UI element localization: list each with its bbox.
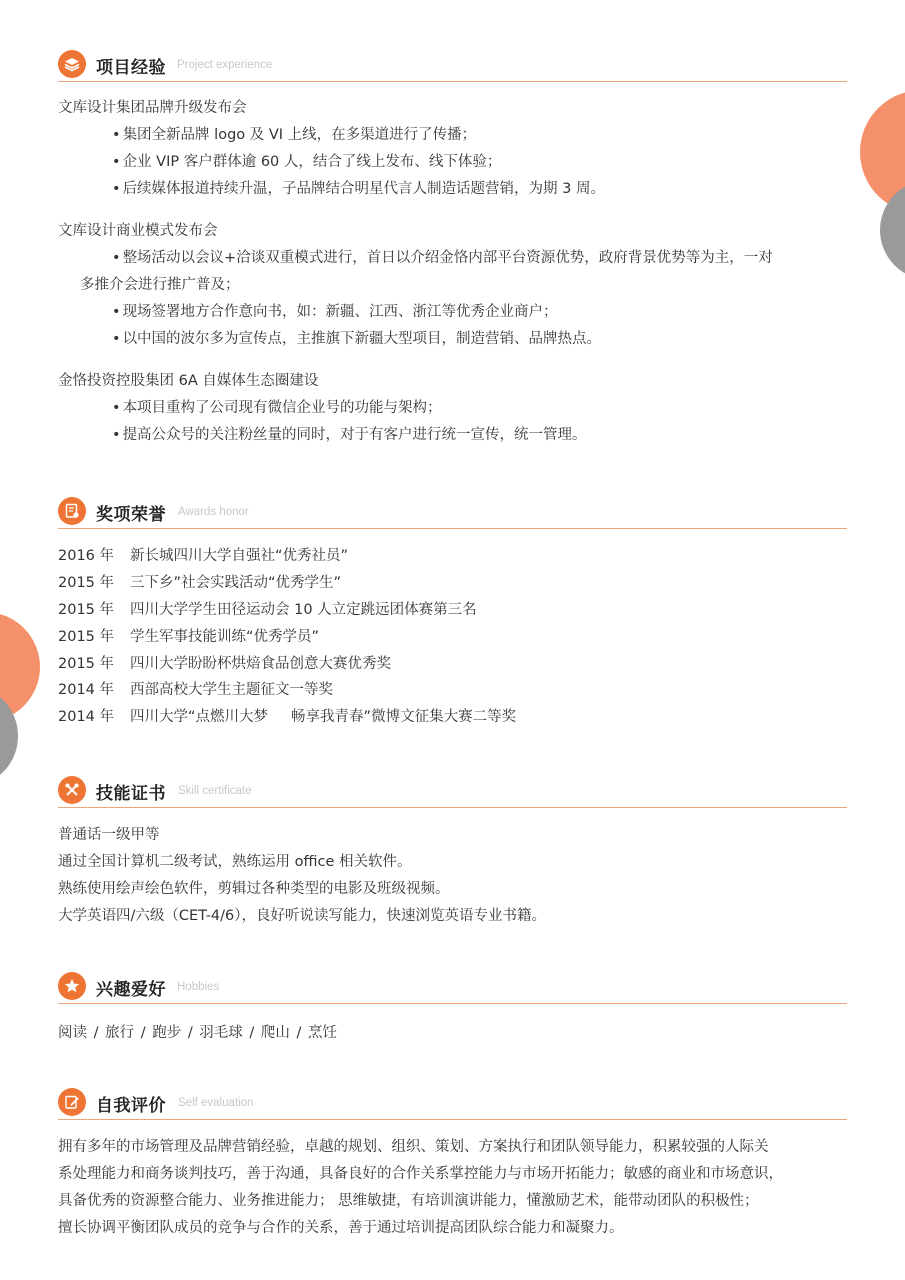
tools-icon	[58, 776, 86, 804]
award-text: 四川大学学生田径运动会 10 人立定跳远团体赛第三名	[130, 602, 477, 618]
award-text: 三下乡”社会实践活动“优秀学生”	[130, 575, 342, 591]
self-evaluation-line: 具备优秀的资源整合能力、业务推进能力； 思维敏捷，有培训演讲能力，懂激励艺术，能带动团队的积极性；	[58, 1193, 759, 1209]
project-bullet: • 本项目重构了公司现有微信企业号的功能与架构；	[112, 396, 442, 417]
award-year: 2015 年	[58, 575, 115, 591]
section-project-experience	[58, 50, 847, 450]
section-divider	[58, 1003, 847, 1004]
section-header	[58, 50, 847, 82]
award-text: 四川大学“点燃川大梦 畅享我青春”微博文征集大赛二等奖	[130, 709, 517, 725]
section-divider	[58, 528, 847, 529]
section-subtitle: Skill certificate	[178, 785, 252, 797]
section-header	[58, 972, 847, 1004]
self-evaluation-line: 拥有多年的市场管理及品牌营销经验，卓越的规划、组织、策划、方案执行和团队领导能力，积累较强的人际关	[58, 1139, 769, 1155]
section-subtitle: Awards honor	[178, 506, 249, 518]
award-item	[58, 544, 348, 565]
award-text: 学生军事技能训练“优秀学员”	[130, 629, 320, 645]
award-text: 西部高校大学生主题征文一等奖	[130, 682, 333, 698]
section-title: 奖项荣誉	[96, 505, 166, 525]
edit-icon	[58, 1088, 86, 1116]
section-title: 自我评价	[96, 1096, 166, 1116]
award-year: 2014 年	[58, 682, 115, 698]
section-header	[58, 776, 847, 808]
award-item	[58, 652, 391, 673]
project-bullet: • 以中国的波尔多为宣传点，主推旗下新疆大型项目，制造营销、品牌热点。	[112, 327, 601, 348]
skill-line: 熟练使用绘声绘色软件，剪辑过各种类型的电影及班级视频。	[58, 881, 450, 897]
section-hobbies	[58, 972, 847, 1042]
project-name: 金恪投资控股集团 6A 自媒体生态圈建设	[58, 373, 319, 389]
project-bullet: • 集团全新品牌 logo 及 VI 上线，在多渠道进行了传播；	[112, 123, 476, 144]
section-title: 兴趣爱好	[96, 980, 166, 1000]
project-name: 文库设计集团品牌升级发布会	[58, 100, 247, 116]
award-item	[58, 705, 516, 726]
award-year: 2015 年	[58, 656, 115, 672]
project-bullet: • 现场签署地方合作意向书，如：新疆、江西、浙江等优秀企业商户；	[112, 300, 558, 321]
self-evaluation-line: 擅长协调平衡团队成员的竞争与合作的关系，善于通过培训提高团队综合能力和凝聚力。	[58, 1220, 624, 1236]
section-title: 项目经验	[96, 58, 166, 78]
project-bullet: • 整场活动以会议+洽谈双重模式进行，首日以介绍金恪内部平台资源优势，政府背景优势等为主，一对	[112, 246, 773, 267]
award-year: 2015 年	[58, 629, 115, 645]
star-icon	[58, 972, 86, 1000]
section-header	[58, 497, 847, 529]
section-divider	[58, 81, 847, 82]
project-bullet: • 提高公众号的关注粉丝量的同时，对于有客户进行统一宣传，统一管理。	[112, 423, 587, 444]
section-divider	[58, 1119, 847, 1120]
certificate-icon	[58, 497, 86, 525]
section-title: 技能证书	[96, 784, 166, 804]
award-item	[58, 598, 477, 619]
skill-line: 普通话一级甲等	[58, 827, 160, 843]
hobbies-list: 阅读 / 旅行 / 跑步 / 羽毛球 / 爬山 / 烹饪	[58, 1025, 338, 1041]
section-subtitle: Project experience	[177, 59, 273, 71]
award-text: 四川大学盼盼杯烘焙食品创意大赛优秀奖	[130, 656, 391, 672]
section-subtitle: Hobbies	[177, 981, 220, 993]
section-subtitle: Self evaluation	[178, 1097, 254, 1109]
self-evaluation-line: 系处理能力和商务谈判技巧，善于沟通，具备良好的合作关系掌控能力与市场开拓能力；敏感的商业和市场意识，	[58, 1166, 783, 1182]
section-self-evaluation	[58, 1088, 847, 1248]
award-year: 2016 年	[58, 548, 115, 564]
section-awards	[58, 497, 847, 727]
project-bullet: • 企业 VIP 客户群体逾 60 人，结合了线上发布、线下体验；	[112, 150, 501, 171]
skill-line: 大学英语四/六级（CET-4/6），良好听说读写能力，快速浏览英语专业书籍。	[58, 908, 547, 924]
section-divider	[58, 807, 847, 808]
skill-line: 通过全国计算机二级考试，熟练运用 office 相关软件。	[58, 854, 412, 870]
project-bullet: • 后续媒体报道持续升温，子品牌结合明星代言人制造话题营销，为期 3 周。	[112, 177, 605, 198]
award-year: 2015 年	[58, 602, 115, 618]
section-header	[58, 1088, 847, 1120]
project-bullet-continuation: 多推介会进行推广普及；	[80, 277, 240, 293]
award-item	[58, 571, 341, 592]
section-skills	[58, 776, 847, 926]
award-year: 2014 年	[58, 709, 115, 725]
award-item	[58, 678, 333, 699]
award-text: 新长城四川大学自强社“优秀社员”	[130, 548, 349, 564]
layers-icon	[58, 50, 86, 78]
project-name: 文库设计商业模式发布会	[58, 223, 218, 239]
award-item	[58, 625, 319, 646]
